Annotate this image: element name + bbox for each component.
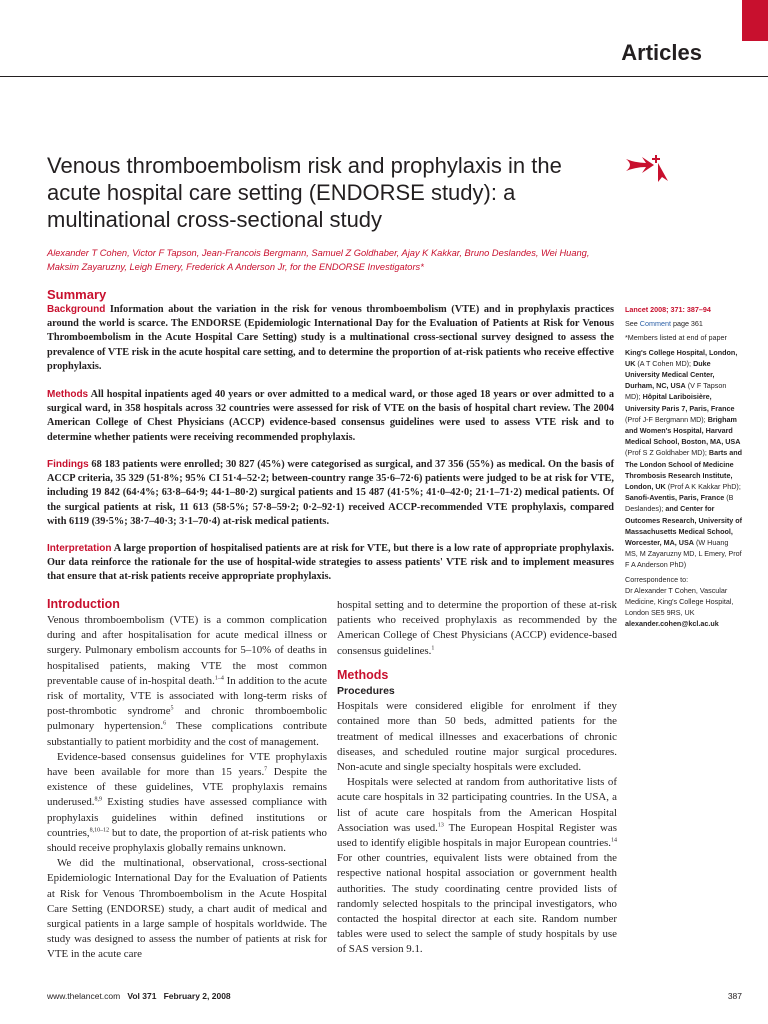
- author-list: Alexander T Cohen, Victor F Tapson, Jean-Francois Bergmann, Samuel Z Goldhaber, Ajay K Kakkar, Bruno Deslandes, Wei Huang, Maksim Zayaruzny, Leigh Emery, Frederick A Anderson Jr, for the ENDORSE Investigators*: [47, 248, 590, 272]
- citation: Lancet 2008; 371: 387–94: [625, 305, 711, 314]
- intro-paragraph-2: Evidence-based consensus guidelines for VTE prophylaxis have been available for more than 15 years.$^7$ Despite the existence of these guidelines, VTE prophylaxis remains underused.$^{8,9}$ Existing studies have assessed compliance with prophylaxis guidelines within defined institutions or countries,$^{8,10-12}$ but to date, the proportion of at-risk patients who should receive prophylaxis globally remains unknown.: [47, 750, 327, 855]
- article-title: Venous thromboembolism risk and prophylaxis in the acute hospital care setting (ENDORSE study): a multinational cross-sectional study: [47, 153, 562, 232]
- lancet-arrow-logo-icon: [624, 153, 670, 183]
- right-column-methods: [337, 684, 617, 958]
- abstract-interpretation: [47, 542, 614, 585]
- correspondence: Correspondence to: Dr Alexander T Cohen, Vascular Medicine, King's College Hospital, London SE5 9RS, UK alexander.cohen@kcl.ac.uk: [625, 574, 734, 629]
- site-link[interactable]: www.thelancet.com: [47, 991, 121, 1001]
- affiliations: King's College Hospital, London, UK (A T Cohen MD); Duke University Medical Center, Durham, NC, USA (V F Tapson MD); Hôpital Lariboisière, University Paris 7, Paris, France (Prof J-F Bergmann MD); Brigham and Women's Hospital, Harvard Medical School, Boston, MA, USA (Prof S Z Goldhaber MD); Barts and The London School of Medicine Thrombosis Research Institute, London, UK (Prof A K Kakkar PhD); Sanofi-Aventis, Paris, France (B Deslandes); and Center for Outcomes Research, University of Massachusetts Medical School, Worcester, MA, USA (W Huang MS, M Zayaruzny MD, L Emery, Prof F A Anderson PhD): [625, 347, 743, 570]
- findings-label: Findings: [47, 459, 89, 470]
- procedures-subheading: Procedures: [337, 685, 395, 697]
- methods-paragraph-1: Hospitals were considered eligible for enrolment if they contained more than 50 beds, admitted patients for the treatment of medical illnesses and exacerbations of chronic diseases, and scheduled routine major surgical procedures. Non-acute and single specialty hospitals were excluded.: [337, 700, 617, 774]
- members-note: *Members listed at end of paper: [625, 333, 727, 343]
- right-column-top: [337, 598, 617, 659]
- methods-heading: Methods: [337, 668, 389, 682]
- intro-paragraph-3-continued: hospital setting and to determine the proportion of these at-risk patients who received prophylaxis as recommended by the American College of Chest Physicians (ACCP) evidence-based consensus guidelines.$^1$: [337, 599, 617, 657]
- header-rule: [0, 76, 768, 77]
- interpretation-text: A large proportion of hospitalised patients are at risk for VTE, but there is a low rate of appropriate prophylaxis. Our data reinforce the rationale for the use of hospital-wide strategies to assess patients' VTE risk and to implement measures that ensure that at-risk patients receive appropriate prophylaxis.: [47, 543, 614, 583]
- background-label: Background: [47, 304, 106, 315]
- comment-reference: See Comment page 361: [625, 319, 703, 329]
- email-link[interactable]: alexander.cohen@kcl.ac.uk: [625, 619, 719, 629]
- abstract-background: [47, 303, 614, 374]
- section-heading: Articles: [621, 40, 702, 65]
- methods-paragraph-2: Hospitals were selected at random from authoritative lists of acute care hospitals in 32 participating countries. In the USA, a list of acute care hospitals from the American Hospital Association was used.$^{13}$ The European Hospital Register was used to identify eligible hospitals in major European countries.$^{14}$ For other countries, equivalent lists were obtained from the respective national hospital association or government health authorities. The study coordinating centre provided lists of randomly selected hospitals to the principal investigators, who contacted the hospital director at each site. Random number tables were used to select the sample of study hospitals by use of SAS version 9.1.: [337, 776, 617, 956]
- intro-paragraph-1: Venous thromboembolism (VTE) is a common complication during and after hospitalisation for acute medical illness or surgery. Pulmonary embolism accounts for 5–10% of deaths in hospitalised patients, making VTE the most common preventable cause of in-hospital death.$^{1-4}$ In addition to the acute risk of mortality, VTE is associated with long-term risks of post-thrombotic syndrome$^5$ and chronic thromboembolic pulmonary hypertension.$^6$ These complications contribute substantially to patient morbidity and the cost of management.: [47, 614, 327, 748]
- methods-text: All hospital inpatients aged 40 years or over admitted to a medical ward, or those aged 18 years or over admitted to a surgical ward, in 358 hospitals across 32 countries were assessed for risk of VTE on the basis of hospital chart review. The 2004 American College of Chest Physicians (ACCP) evidence-based consensus guidelines were used to assess VTE risk and to determine whether patients were receiving recommended prophylaxis.: [47, 389, 614, 443]
- introduction-heading: Introduction: [47, 597, 120, 611]
- section-color-tab: [742, 0, 768, 41]
- intro-paragraph-3: We did the multinational, observational, cross-sectional Epidemiologic International Day for the Evaluation of Patients at Risk for Venous Thromboembolism in the Acute Hospital Care Setting (ENDORSE) study, a chart audit of medical and surgical patients in a large sample of hospitals worldwide. The study was designed to assess the number of patients at risk for VTE in the acute care: [47, 857, 327, 961]
- findings-text: 68 183 patients were enrolled; 30 827 (45%) were categorised as surgical, and 37 356 (55%) as medical. On the basis of ACCP criteria, 35 329 (51·8%; 95% CI 51·4–52·2; between-country range 35·6–72·6) patients were judged to be at risk for VTE, including 19 842 (64·4%; 63·8–64·9; 44·1–80·2) surgical patients and 15 487 (41·5%; 41·0–42·0; 21·1–71·2) medical patients. Of the surgical patients at risk, 11 613 (58·5%; 57·8–59·2; 0·2–92·1) received ACCP-recommended VTE prophylaxis, compared with 6119 (39·5%; 38·7–40·3; 3·1–70·4) at-risk medical patients.: [47, 459, 615, 527]
- left-column: [47, 613, 327, 963]
- abstract-findings: [47, 458, 614, 529]
- methods-label: Methods: [47, 389, 89, 400]
- sidebar-notes: [625, 304, 743, 633]
- summary-heading: Summary: [47, 287, 107, 302]
- page-number: 387: [727, 991, 742, 1001]
- footer-journal: www.thelancet.com Vol 371 February 2, 2008: [47, 991, 231, 1001]
- comment-link[interactable]: Comment: [639, 319, 671, 329]
- background-text: Information about the variation in the risk for venous thromboembolism (VTE) and in prophylaxis practices around the world is scarce. The ENDORSE (Epidemiologic International Day for the Evaluation of Patients at Risk for Venous Thromboembolism in the Acute Hospital Care Setting) study is a multinational cross-sectional survey designed to assess the prevalence of VTE risk in the acute hospital care setting, and to determine the proportion of at-risk patients who receive effective prophylaxis.: [47, 304, 614, 372]
- abstract-methods: [47, 388, 614, 445]
- interpretation-label: Interpretation: [47, 543, 112, 554]
